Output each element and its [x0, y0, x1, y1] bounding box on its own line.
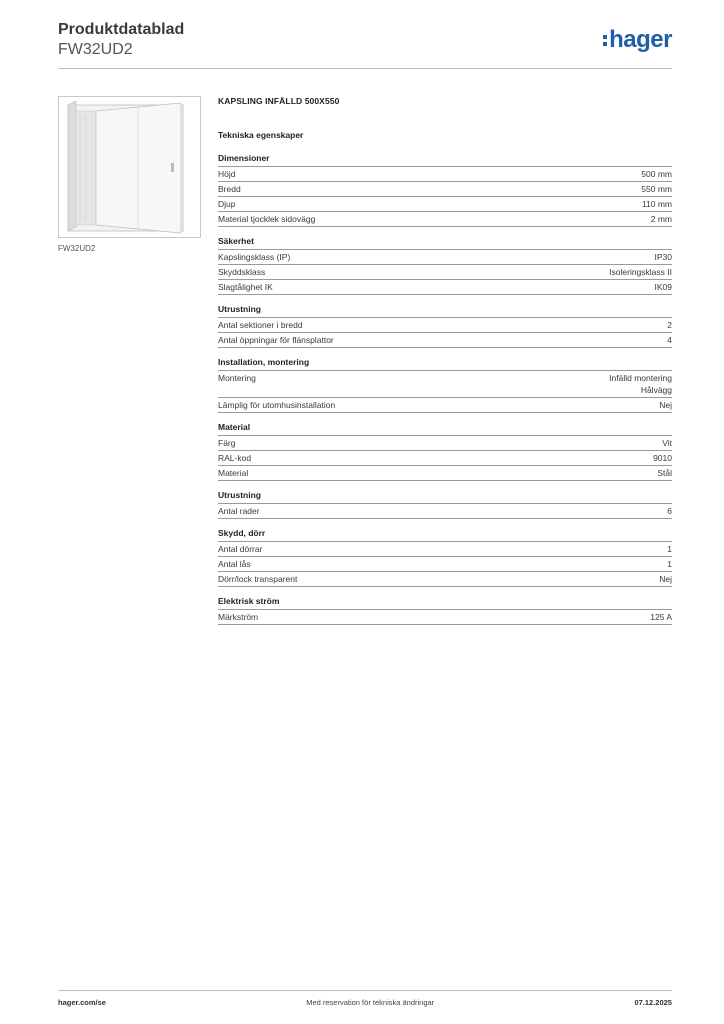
spec-group-title: Material: [218, 422, 251, 432]
spec-value: Nej: [659, 574, 672, 584]
spec-row: [218, 609, 672, 625]
spec-label: Slagtålighet IK: [218, 282, 273, 292]
spec-row: [218, 196, 672, 211]
footer-website[interactable]: hager.com/se: [58, 998, 106, 1007]
spec-label: RAL-kod: [218, 453, 252, 463]
spec-row: [218, 370, 672, 397]
spec-label: Material: [218, 468, 249, 478]
spec-row: [218, 332, 672, 348]
spec-value: 110 mm: [641, 199, 672, 209]
spec-value: 1: [667, 559, 672, 569]
spec-value: 1: [667, 544, 672, 554]
spec-label: Kapslingsklass (IP): [218, 252, 291, 262]
spec-groups: [218, 153, 672, 625]
product-image: [58, 96, 201, 238]
spec-label: Färg: [218, 438, 236, 448]
spec-group: [218, 153, 672, 227]
spec-row: [218, 181, 672, 196]
footer-notice: Med reservation för tekniska ändringar: [306, 998, 435, 1007]
spec-row: [218, 279, 672, 295]
spec-value: 500 mm: [641, 169, 672, 179]
spec-label: Märkström: [218, 612, 259, 622]
spec-group: [218, 528, 672, 587]
page-footer: [58, 998, 672, 1007]
spec-value: 6: [667, 506, 672, 516]
spec-group-title: Installation, montering: [218, 357, 310, 367]
spec-group-title: Dimensioner: [218, 153, 270, 163]
spec-value: Isoleringsklass II: [609, 267, 672, 277]
spec-label: Skyddsklass: [218, 267, 266, 277]
spec-row: [218, 556, 672, 571]
spec-row: [218, 571, 672, 587]
spec-label: Antal lås: [218, 559, 251, 569]
spec-row: [218, 450, 672, 465]
enclosure-illustration: [59, 97, 200, 237]
spec-label: Antal sektioner i bredd: [218, 320, 303, 330]
product-name: KAPSLING INFÄLLD 500X550: [218, 96, 340, 106]
spec-value: Infälld montering Hålvägg: [609, 373, 672, 395]
spec-value: 125 A: [650, 612, 672, 622]
spec-label: Höjd: [218, 169, 236, 179]
spec-group-title: Utrustning: [218, 490, 261, 500]
product-code: FW32UD2: [58, 41, 133, 58]
header-divider: [58, 68, 672, 69]
spec-label: Djup: [218, 199, 236, 209]
footer-divider: [58, 990, 672, 991]
spec-row: [218, 166, 672, 181]
spec-row: [218, 317, 672, 332]
spec-label: Antal rader: [218, 506, 260, 516]
spec-value: 550 mm: [641, 184, 672, 194]
specifications: [218, 96, 672, 634]
footer-date: 07.12.2025: [634, 998, 672, 1007]
spec-value: IK09: [654, 282, 672, 292]
spec-group: [218, 490, 672, 519]
spec-label: Dörr/lock transparent: [218, 574, 298, 584]
spec-row: [218, 541, 672, 556]
logo-dots-icon: [603, 35, 607, 46]
spec-label: Antal dörrar: [218, 544, 263, 554]
spec-label: Lämplig för utomhusinstallation: [218, 400, 336, 410]
spec-group: [218, 422, 672, 481]
spec-group: [218, 596, 672, 625]
spec-group: [218, 236, 672, 295]
spec-row: [218, 397, 672, 413]
spec-group-title: Skydd, dörr: [218, 528, 266, 538]
spec-row: [218, 249, 672, 264]
spec-value: 9010: [653, 453, 672, 463]
spec-group-title: Utrustning: [218, 304, 261, 314]
spec-group-title: Säkerhet: [218, 236, 254, 246]
document-header: [58, 20, 184, 60]
spec-value: Stål: [657, 468, 672, 478]
spec-label: Material tjocklek sidovägg: [218, 214, 316, 224]
spec-group: [218, 304, 672, 348]
spec-group: [218, 357, 672, 413]
spec-value: Vit: [662, 438, 672, 448]
spec-row: [218, 211, 672, 227]
image-caption: FW32UD2: [58, 244, 96, 253]
spec-label: Montering: [218, 373, 256, 383]
spec-row: [218, 503, 672, 519]
spec-label: Bredd: [218, 184, 241, 194]
document-title: Produktdatablad: [58, 21, 185, 38]
spec-value: 2 mm: [650, 214, 672, 224]
section-heading: Tekniska egenskaper: [218, 130, 304, 140]
spec-row: [218, 435, 672, 450]
spec-label: Antal öppningar för flänsplattor: [218, 335, 334, 345]
spec-row: [218, 465, 672, 481]
logo-text: hager: [609, 26, 672, 53]
spec-value: IP30: [654, 252, 672, 262]
spec-group-title: Elektrisk ström: [218, 596, 280, 606]
hager-logo: [603, 26, 672, 54]
spec-value: Nej: [659, 400, 672, 410]
spec-row: [218, 264, 672, 279]
spec-value: 2: [667, 320, 672, 330]
spec-value: 4: [667, 335, 672, 345]
